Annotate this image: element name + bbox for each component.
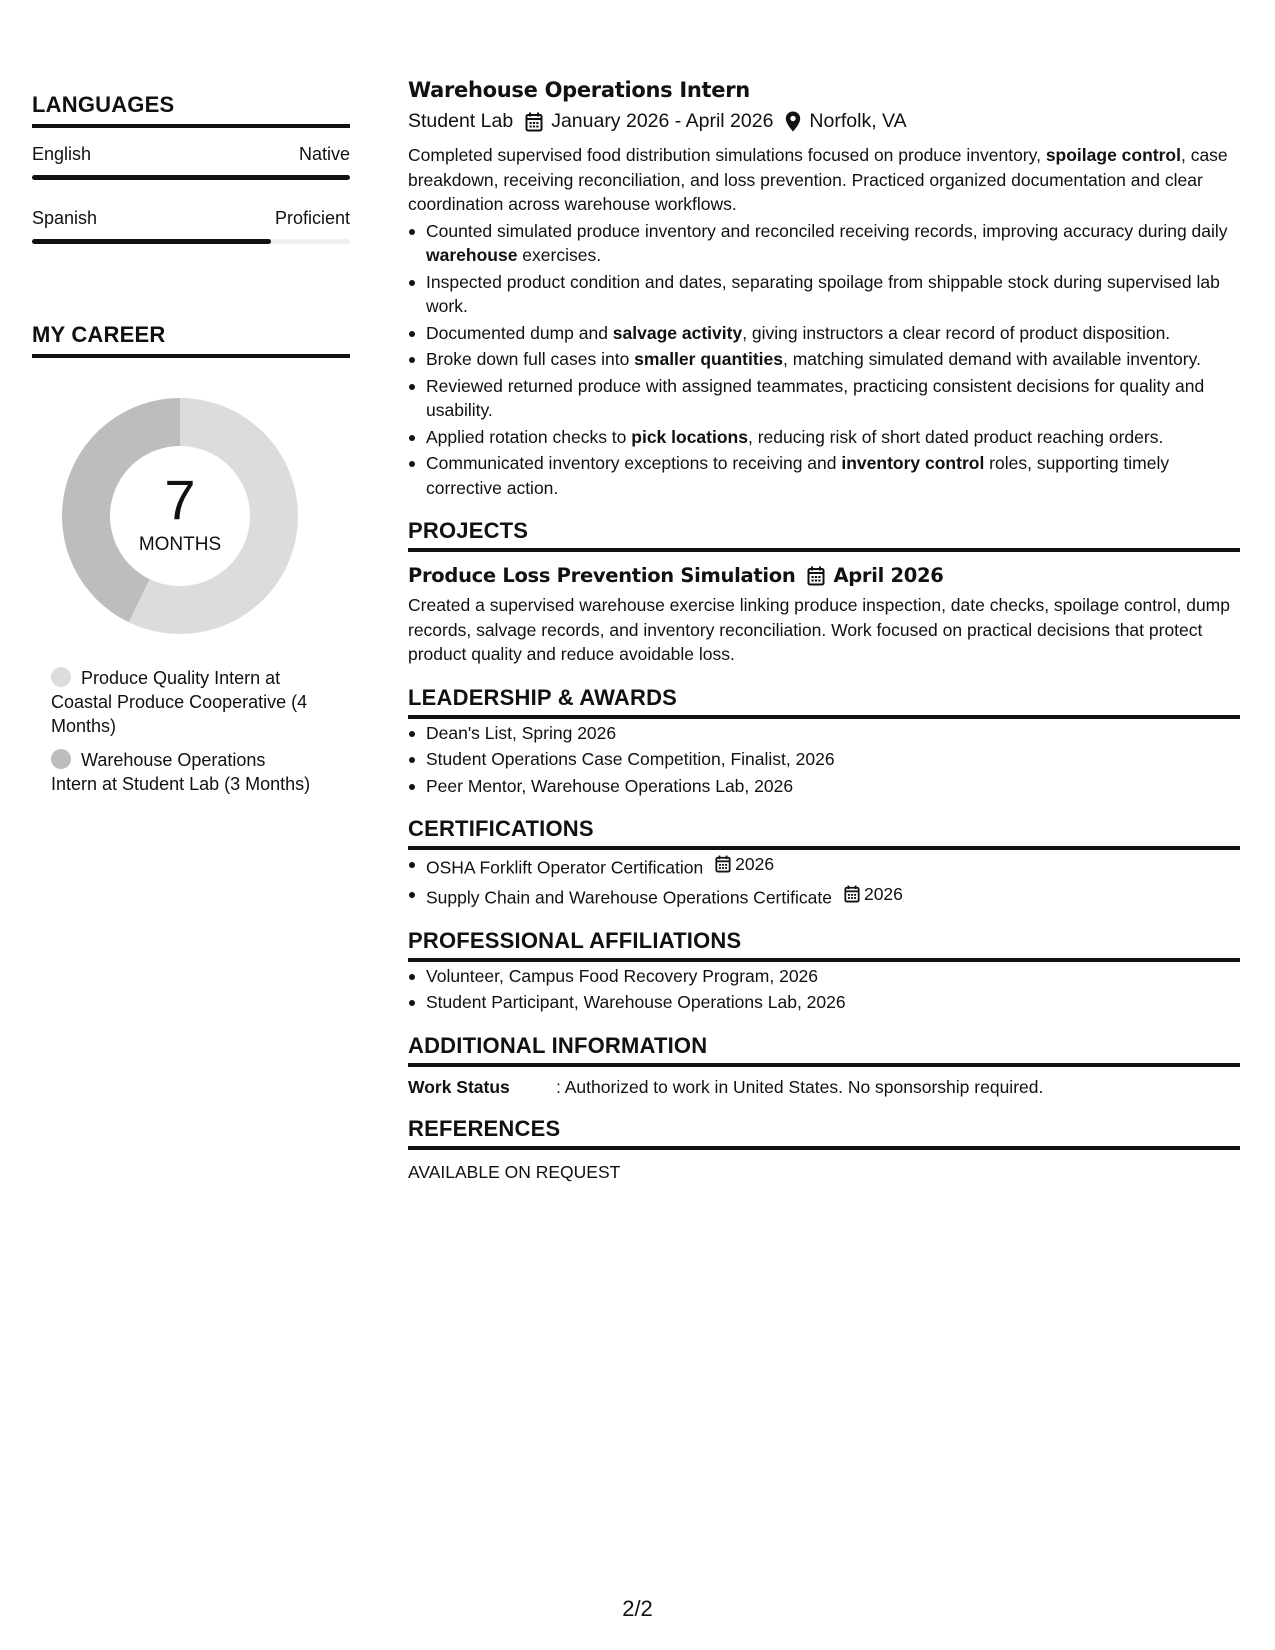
certification-year: 2026 (735, 854, 775, 874)
job-dates: January 2026 - April 2026 (551, 110, 774, 132)
language-level: Proficient (274, 208, 350, 228)
certification-year: 2026 (863, 883, 903, 904)
language-proficiency-fill (32, 175, 350, 180)
career-heading: MY CAREER (32, 322, 350, 358)
work-status-label: Work Status (408, 1076, 510, 1097)
career-total-months: 7 (164, 468, 196, 531)
leadership-heading: LEADERSHIP & AWARDS (408, 685, 1240, 719)
legend-dot-icon (51, 749, 71, 769)
project-title: Produce Loss Prevention Simulation (408, 564, 796, 587)
languages-heading: LANGUAGES (32, 92, 350, 128)
affiliations-heading: PROFESSIONAL AFFILIATIONS (408, 928, 1240, 962)
job-bullet: Applied rotation checks to pick locations, reducing risk of short dated product reaching orders. (408, 425, 1240, 450)
career-total-unit: MONTHS (138, 534, 222, 555)
leadership-list (408, 721, 1240, 799)
language-name: English (32, 144, 92, 164)
calendar-icon (807, 566, 825, 586)
job-meta (408, 110, 1240, 133)
main-content (408, 78, 1240, 1183)
legend-dot-icon (51, 667, 71, 687)
career-donut-chart (56, 392, 304, 640)
career-legend-label: Produce Quality Intern at Coastal Produce Cooperative (4 Months) (51, 668, 308, 736)
certifications-heading: CERTIFICATIONS (408, 816, 1240, 850)
certification-item (408, 852, 1240, 880)
affiliation-item: Student Participant, Warehouse Operations Lab, 2026 (408, 990, 1240, 1015)
language-item (32, 144, 350, 180)
certification-name: Supply Chain and Warehouse Operations Certificate (426, 887, 832, 907)
calendar-icon (844, 885, 860, 903)
calendar-icon (525, 112, 543, 132)
job-bullet: Communicated inventory exceptions to receiving and inventory control roles, supporting timely corrective action. (408, 451, 1240, 500)
affiliations-list (408, 964, 1240, 1015)
project-date: April 2026 (833, 564, 944, 587)
affiliation-item: Volunteer, Campus Food Recovery Program, 2026 (408, 964, 1240, 989)
job-bullet: Reviewed returned produce with assigned teammates, practicing consistent decisions for quality and usability. (408, 374, 1240, 423)
job-company: Student Lab (408, 110, 514, 132)
job-location: Norfolk, VA (809, 110, 907, 132)
leadership-item: Peer Mentor, Warehouse Operations Lab, 2026 (408, 774, 1240, 799)
job-title: Warehouse Operations Intern (408, 78, 750, 102)
references-heading: REFERENCES (408, 1116, 1240, 1150)
job-bullet: Inspected product condition and dates, separating spoilage from shippable stock during supervised lab work. (408, 270, 1240, 319)
career-legend-item (51, 748, 312, 796)
languages-list (32, 144, 350, 244)
calendar-icon (715, 855, 731, 873)
career-legend (32, 666, 312, 796)
project-description: Created a supervised warehouse exercise linking produce inspection, date checks, spoilage control, dump records, salvage records, and inventory reconciliation. Work focused on practical decisions that protect product quality and reduce avoidable loss. (408, 595, 1230, 664)
career-legend-label: Warehouse Operations Intern at Student Lab (3 Months) (51, 750, 311, 794)
certification-item (408, 882, 1240, 910)
language-level: Native (298, 144, 350, 164)
references-text: AVAILABLE ON REQUEST (408, 1161, 621, 1182)
page-number: 2/2 (622, 1596, 653, 1621)
certifications-list (408, 852, 1240, 910)
job-bullet: Counted simulated produce inventory and reconciled receiving records, improving accuracy during daily warehouse exercises. (408, 219, 1240, 268)
career-donut-center (56, 392, 304, 640)
job-bullet: Documented dump and salvage activity, giving instructors a clear record of product disposition. (408, 321, 1240, 346)
language-name: Spanish (32, 208, 98, 228)
location-pin-icon (785, 111, 801, 132)
work-status-row (408, 1077, 1240, 1098)
job-bullets (408, 219, 1240, 501)
language-item (32, 208, 350, 244)
language-proficiency-fill (32, 239, 271, 244)
projects-heading: PROJECTS (408, 518, 1240, 552)
certification-name: OSHA Forklift Operator Certification (426, 857, 704, 878)
language-proficiency-bar (32, 239, 350, 244)
job-bullet: Broke down full cases into smaller quantities, matching simulated demand with available inventory. (408, 347, 1240, 372)
career-legend-item (51, 666, 312, 738)
leadership-item: Student Operations Case Competition, Finalist, 2026 (408, 747, 1240, 772)
job-summary: Completed supervised food distribution simulations focused on produce inventory, spoilage control, case breakdown, receiving reconciliation, and loss prevention. Practiced organized documentation and clear coordination across warehouse workflows. (408, 145, 1228, 214)
sidebar (32, 92, 350, 806)
project-title-row (408, 564, 1240, 587)
work-status-value: : Authorized to work in United States. No sponsorship required. (556, 1076, 1044, 1097)
language-proficiency-bar (32, 175, 350, 180)
leadership-item: Dean's List, Spring 2026 (408, 721, 1240, 746)
additional-info-heading: ADDITIONAL INFORMATION (408, 1033, 1240, 1067)
